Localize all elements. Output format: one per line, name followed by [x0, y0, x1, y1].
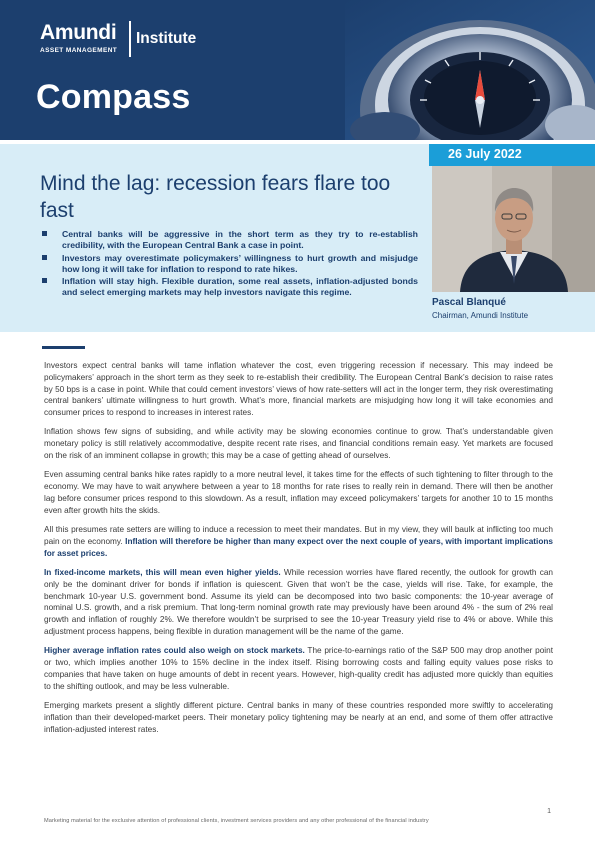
footer-disclaimer: Marketing material for the exclusive attention of professional clients, investment services providers and any other professional of the financial industry	[44, 818, 429, 824]
author-name: Pascal Blanqué	[432, 297, 506, 308]
portrait-illustration	[432, 166, 595, 292]
paragraph-lead: In fixed-income markets, this will mean even higher yields.	[44, 567, 281, 577]
square-bullet-icon	[42, 255, 47, 260]
page-title: Compass	[36, 78, 191, 116]
paragraph-lead: Higher average inflation rates could also weigh on stock markets.	[44, 646, 305, 656]
paragraph	[44, 567, 553, 638]
square-bullet-icon	[42, 278, 47, 283]
compass-photo	[345, 0, 595, 140]
paragraph-emphasis: Inflation will therefore be higher than many expect over the next couple of years, with important implications for asset prices.	[44, 536, 553, 558]
logo-institute: Institute	[136, 30, 197, 47]
key-point-text: Investors may overestimate policymakers’ willingness to hurt growth and misjudge how long it will take for inflation to respond to rate hikes.	[62, 252, 418, 274]
key-point-text: Inflation will stay high. Flexible duration, some real assets, inflation-adjusted bonds and select emerging markets may help investors navigate this regime.	[62, 276, 418, 297]
author-role: Chairman, Amundi Institute	[432, 311, 529, 320]
paragraph: Even assuming central banks hike rates rapidly to a more neutral level, it takes time for the effects of such tightening to filter through to the economy. We may have to wait anywhere between a year to 18 months for rate rises to really rein in demand. There will then be another lag before consumer prices respond to this slowdown. As a result, inflation may exceed policymakers’ targets for another 10 to 15 months even after growth hits the skids.	[44, 470, 553, 515]
key-point	[40, 229, 418, 251]
author-portrait	[432, 166, 595, 292]
key-point	[40, 253, 418, 275]
key-point-text: Central banks will be aggressive in the short term as they try to re-establish credibility, with the European Central Bank a case in point.	[62, 229, 418, 250]
paragraph	[44, 645, 553, 692]
logo-wordmark: Amundi	[40, 21, 117, 44]
header-banner	[0, 0, 595, 140]
key-points-list	[40, 229, 418, 300]
logo-subtitle: ASSET MANAGEMENT	[40, 47, 118, 54]
section-divider	[42, 346, 85, 349]
paragraph-text: The price-to-earnings ratio of the S&P 500 may drop another point or two, which implies another 10% to 15% decline in the index itself. Rising borrowing costs and falling equity values pose risks to companies that have taken on huge amounts of debt in recent years. However, high-quality credit has adjusted more quickly than equities to the shifting outlook, and may be less vulnerable.	[44, 646, 553, 691]
article-body	[44, 360, 553, 743]
publication-date: 26 July 2022	[448, 147, 522, 161]
paragraph: Investors expect central banks will tame inflation whatever the cost, even triggering recession if necessary. This may indeed be policymakers’ approach in the short term as they seek to re-establish their credibility. The European Central Bank’s decision to raise rates by 50 bps is a case in point. While that could cement investors’ views of how rate-setters will act in the longer term, they risk overestimating central bankers’ ultimate willingness to hurt growth. What’s more, financial markets are misjudging how long it will take economies and consumer prices to respond to increases in interest rates.	[44, 361, 553, 418]
paragraph-text: While recession worries have flared recently, the outlook for growth can only be the dominant driver for bonds if inflation is quiescent. Given that won’t be the case, yields will rise. Take, for example, the benchmark 10-year U.S. government bond. Assume its yield can be decomposed into two basic components: the 10-year average of nominal U.S. growth, and a risk premium. That long-term nominal growth rate may previously have been around 4% - the sum of 2% real growth and inflation of roughly 2%. We therefore wouldn’t be surprised to see the 10-year Treasury yield rise to 4% or above. While this adjustment process happens, being flexible in duration management will be the name of the game.	[44, 567, 553, 636]
paragraph: Inflation shows few signs of subsiding, and while activity may be slowing economies continue to grow. That’s understandable given monetary policy is still relatively accommodative, despite recent rate rises, and financial conditions remain easy. Yet markets are focused on the risk of an imminent collapse in growth; this may be a case of getting ahead of ourselves.	[44, 427, 553, 461]
paragraph	[44, 524, 553, 559]
article-title: Mind the lag: recession fears flare too fast	[40, 172, 391, 222]
square-bullet-icon	[42, 231, 47, 236]
page-number: 1	[547, 808, 551, 815]
paragraph: Emerging markets present a slightly different picture. Central banks in many of these countries responded more swiftly to accelerating inflation than their developed-market peers. Their monetary policy tightening may be nearly at an end, and some of them offer attractive inflation-adjusted interest rates.	[44, 700, 553, 734]
logo-divider	[129, 21, 131, 57]
key-point	[40, 276, 418, 298]
compass-illustration	[345, 0, 595, 140]
paragraph-text: All this presumes rate setters are willing to induce a recession to meet their mandates. But in my view, they will baulk at inflicting too much pain on the economy.	[44, 525, 553, 546]
